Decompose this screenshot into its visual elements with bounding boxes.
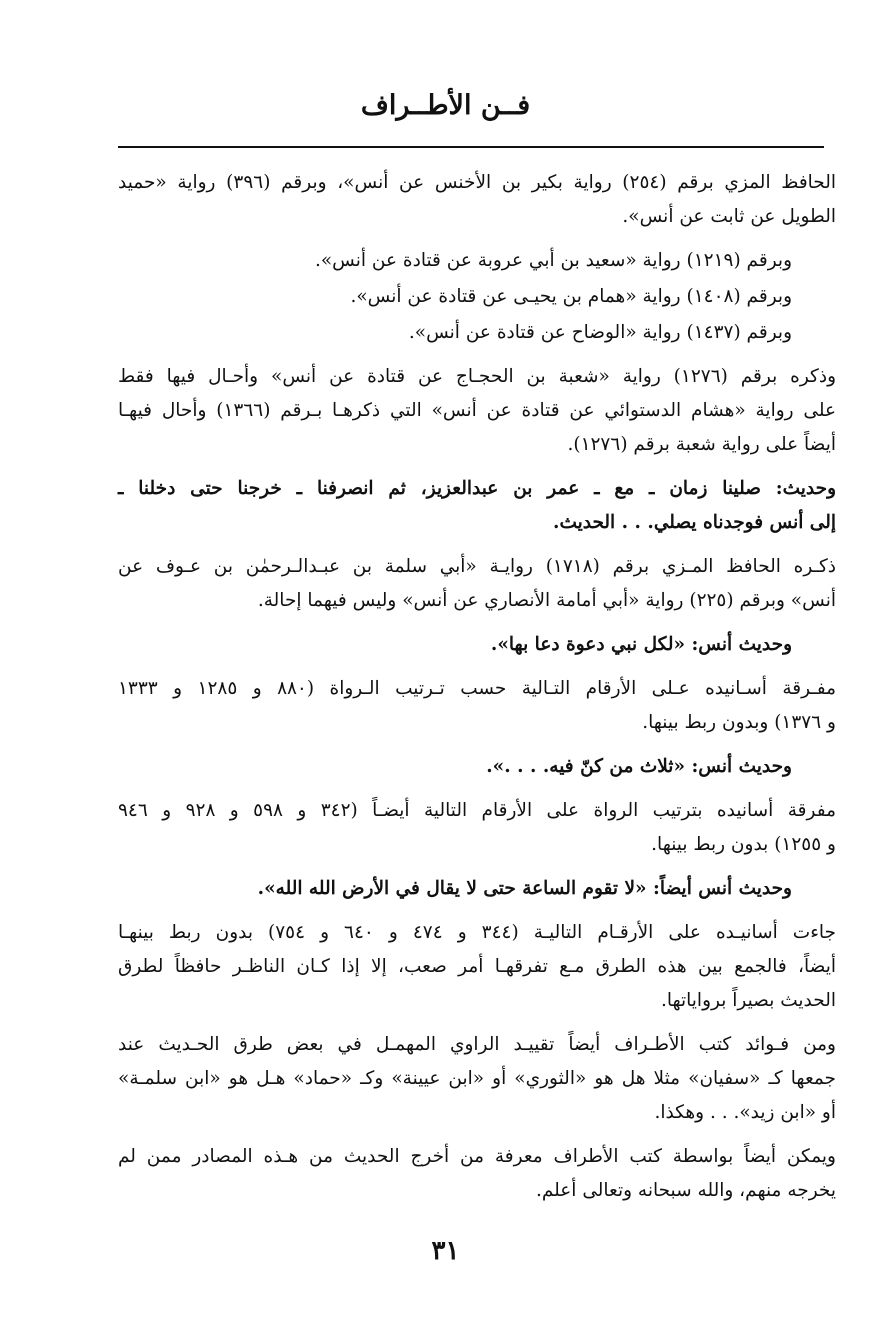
page-number: ٣١: [431, 1236, 460, 1266]
text-line: وبرقم (١٢١٩) رواية «سعيد بن أبي عروبة عن قتادة عن أنس».: [314, 250, 792, 271]
paragraph: [118, 244, 836, 278]
text-line: الطويل عن ثابت عن أنس».: [622, 206, 836, 227]
paragraph: [118, 472, 836, 540]
text-line: مفـرقة أسـانيده عـلى الأرقام التـالية حسب تـرتيب الـرواة (٨٨٠ و ١٢٨٥ و ١٣٣٣: [118, 678, 836, 699]
text-line: جاءت أسانيـده على الأرقـام التاليـة (٣٤٤ و ٤٧٤ و ٦٤٠ و ٧٥٤) بدون ربط بينهـا: [118, 922, 836, 943]
text-line: وبرقم (١٤٠٨) رواية «همام بن يحيـى عن قتادة عن أنس».: [350, 286, 792, 307]
page-body: [118, 166, 836, 1218]
paragraph: [118, 1028, 836, 1130]
text-line: و ١٣٧٦) وبدون ربط بينها.: [642, 712, 836, 733]
paragraph: [118, 750, 836, 784]
paragraph: [118, 628, 836, 662]
paragraph: [118, 1140, 836, 1208]
paragraph: [118, 672, 836, 740]
text-line: وحديث أنس أيضاً: «لا تقوم الساعة حتى لا يقال في الأرض الله الله».: [257, 878, 792, 899]
text-line: إلى أنس فوجدناه يصلي. . . الحديث.: [553, 512, 836, 533]
paragraph: [118, 794, 836, 862]
text-line: وحديث أنس: «لكل نبي دعوة دعا بها».: [490, 634, 792, 655]
paragraph: [118, 916, 836, 1018]
paragraph: [118, 316, 836, 350]
text-line: ذكـره الحافظ المـزي برقم (١٧١٨) روايـة «أبي سلمة بن عبـدالـرحمٰن بن عـوف عن: [118, 556, 836, 577]
text-line: أو «ابن زيد». . . وهكذا.: [654, 1102, 836, 1123]
text-line: و ١٢٥٥) بدون ربط بينها.: [651, 834, 836, 855]
text-line: وبرقم (١٤٣٧) رواية «الوضاح عن قتادة عن أنس».: [408, 322, 792, 343]
page-title: فــن الأطــراف: [360, 90, 531, 121]
text-line: ويمكن أيضاً بواسطة كتب الأطراف معرفة من أخرج الحديث من هـذه المصادر ممن لم: [118, 1146, 836, 1167]
text-line: أيضاً على رواية شعبة برقم (١٢٧٦).: [567, 434, 836, 455]
paragraph: [118, 872, 836, 906]
text-line: أنس» وبرقم (٢٢٥) رواية «أبي أمامة الأنصاري عن أنس» وليس فيهما إحالة.: [257, 590, 836, 611]
text-line: الحافظ المزي برقم (٢٥٤) رواية بكير بن الأخنس عن أنس»، وبرقم (٣٩٦) رواية «حميد: [118, 172, 837, 193]
text-line: أيضاً، فالجمع بين هذه الطرق مـع تفرقهـا أمر صعب، إلا إذا كـان الناظـر حافظاً لطرق: [118, 956, 836, 977]
text-line: الحديث بصيراً برواياتها.: [660, 990, 836, 1011]
text-line: جمعها كـ «سفيان» مثلا هل هو «الثوري» أو «ابن عيينة» وكـ «حماد» هـل هو «ابن سلمـة»: [118, 1068, 836, 1089]
paragraph: [118, 280, 836, 314]
title-divider: [118, 146, 824, 148]
text-line: ومن فـوائد كتب الأطـراف أيضاً تقييـد الراوي المهمـل في بعض طرق الحـديث عند: [118, 1034, 836, 1055]
text-line: يخرجه منهم، والله سبحانه وتعالى أعلم.: [535, 1180, 836, 1201]
paragraph: [118, 166, 836, 234]
text-line: وحديث: صلينا زمان ـ مع ـ عمر بن عبدالعزيز، ثم انصرفنا ـ خرجنا حتى دخلنا ـ: [118, 478, 836, 499]
text-line: مفرقة أسانيده بترتيب الرواة على الأرقام التالية أيضـاً (٣٤٢ و ٥٩٨ و ٩٢٨ و ٩٤٦: [118, 800, 836, 821]
paragraph: [118, 550, 836, 618]
text-line: وحديث أنس: «ثلاث من كنّ فيه. . . .».: [486, 756, 792, 777]
text-line: وذكره برقم (١٢٧٦) رواية «شعبة بن الحجـاج عن قتادة عن أنس» وأحـال فيها فقط: [118, 366, 837, 387]
text-line: على رواية «هشام الدستوائي عن قتادة عن أنس» التي ذكرهـا بـرقم (١٣٦٦) وأحال فيهـا: [118, 400, 836, 421]
paragraph: [118, 360, 836, 462]
